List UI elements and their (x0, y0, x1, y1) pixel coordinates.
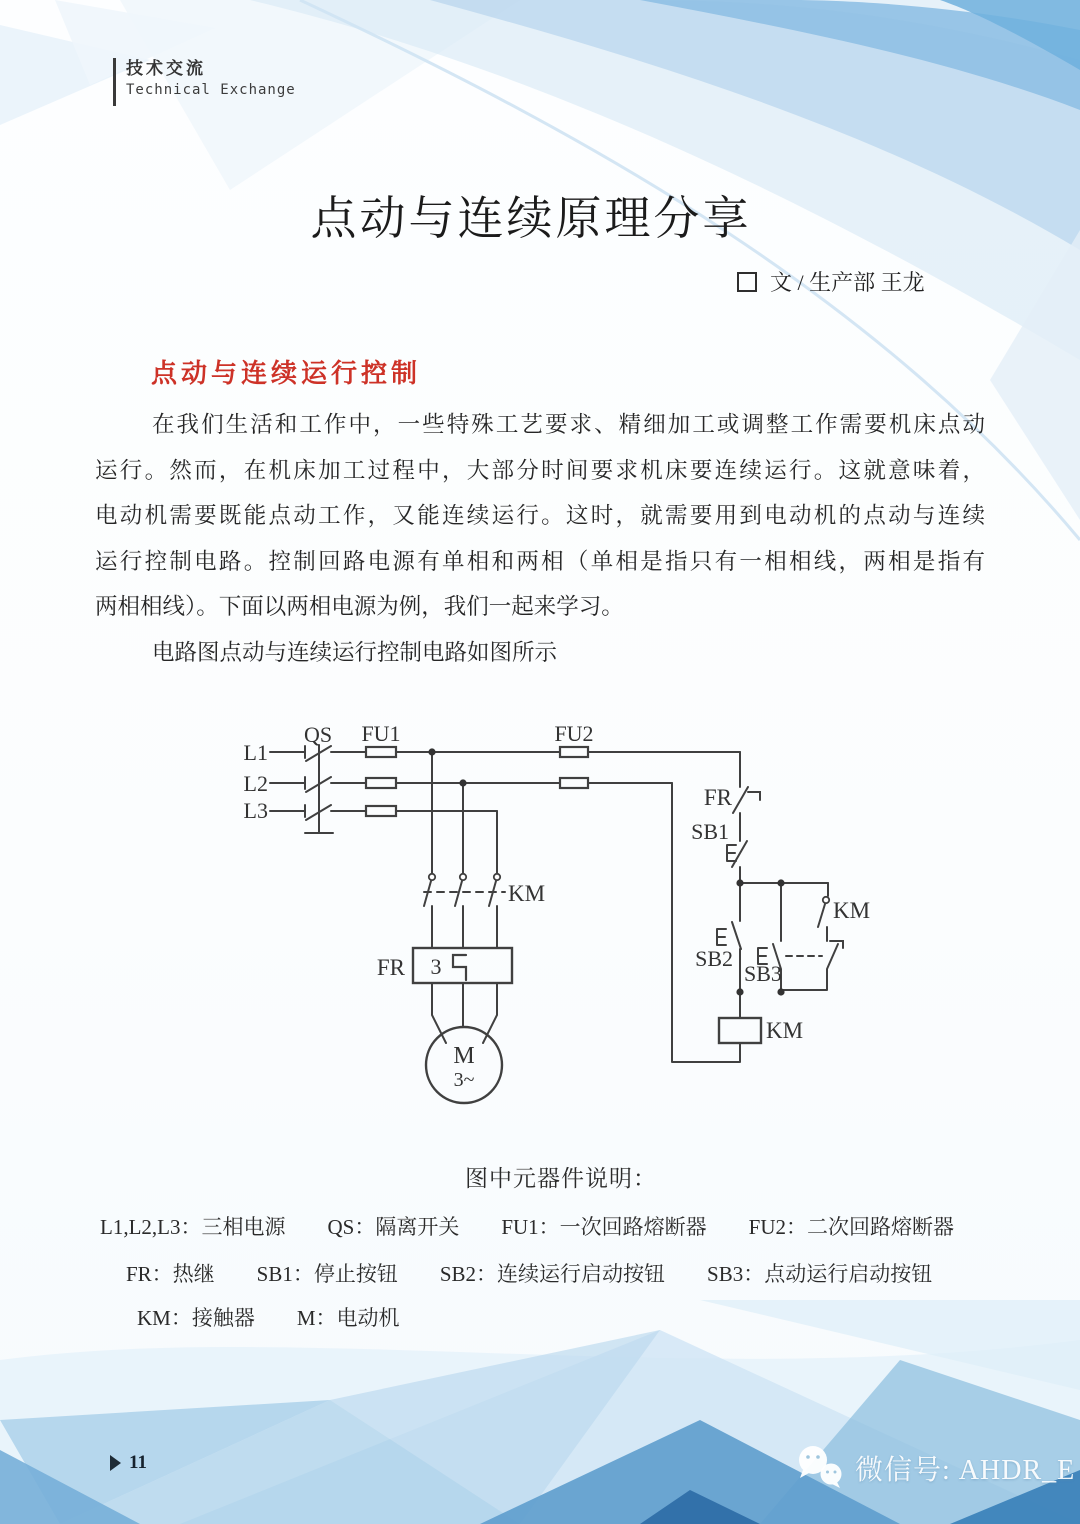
page-header (113, 58, 296, 106)
label-fr-number: 3 (430, 954, 442, 979)
label-l3: L3 (243, 798, 268, 823)
body-line: 两相相线）。下面以两相电源为例，我们一起来学习。 (95, 594, 624, 619)
section-heading: 点动与连续运行控制 (151, 359, 422, 388)
header-title-cn: 技术交流 (126, 59, 206, 78)
label-sb2: SB2 (695, 946, 733, 971)
legend-line-2: FR：热继 SB1：停止按钮 SB2：连续运行启动按钮 SB3：点动运行启动按钮 (126, 1262, 933, 1286)
body-line: 在我们生活和工作中，一些特殊工艺要求、精细加工或调整工作需要机床点动 (152, 412, 985, 437)
body-line: 电路图点动与连续运行控制电路如图所示 (152, 639, 558, 665)
circuit-diagram (220, 690, 920, 1130)
circuit-labels (244, 721, 871, 1091)
label-fr-box: FR (376, 955, 405, 980)
article-title: 点动与连续原理分享 (310, 193, 752, 244)
label-qs: QS (303, 722, 333, 747)
label-fu1: FU1 (361, 721, 401, 746)
legend-line-1: L1,L2,L3：三相电源 QS：隔离开关 FU1：一次回路熔断器 FU2：二次回路熔断器 (100, 1215, 955, 1239)
label-l2: L2 (243, 771, 268, 796)
label-sb1: SB1 (691, 819, 729, 844)
page-marker-triangle-icon (110, 1455, 121, 1471)
figure-caption: 图中元器件说明： (465, 1166, 657, 1191)
body-line: 运行控制电路。控制回路电源有单相和两相（单相是指只有一相相线，两相是指有 (95, 548, 985, 574)
byline (737, 266, 925, 297)
label-fu2: FU2 (554, 721, 594, 746)
label-km-coil: KM (766, 1018, 804, 1043)
label-motor-m: M (453, 1043, 475, 1069)
body-line: 运行。然而，在机床加工过程中，大部分时间要求机床要连续运行。这就意味着， (95, 457, 985, 483)
legend-line-3: KM：接触器 M：电动机 (137, 1306, 400, 1330)
label-fr-contact: FR (703, 785, 732, 810)
label-motor-phase: 3~ (453, 1069, 475, 1091)
page-number-value: 11 (129, 1452, 147, 1473)
article-body (95, 402, 985, 675)
body-line: 电动机需要既能点动工作，又能连续运行。这时，就需要用到电动机的点动与连续 (95, 503, 985, 528)
label-km-main: KM (508, 881, 546, 906)
wechat-id-text: 微信号: AHDR_E (855, 1455, 1076, 1486)
wechat-badge (795, 1444, 1075, 1492)
page-number (110, 1452, 147, 1474)
label-sb3: SB3 (744, 961, 782, 986)
circuit-wires (270, 745, 843, 1103)
byline-text: 文 / 生产部 王龙 (770, 270, 925, 295)
label-km-aux: KM (833, 898, 871, 923)
contact-terminals (429, 874, 829, 903)
header-title-en: Technical Exchange (126, 82, 296, 98)
wechat-icon (795, 1444, 847, 1492)
label-l1: L1 (243, 740, 268, 765)
byline-square-icon (737, 272, 757, 292)
